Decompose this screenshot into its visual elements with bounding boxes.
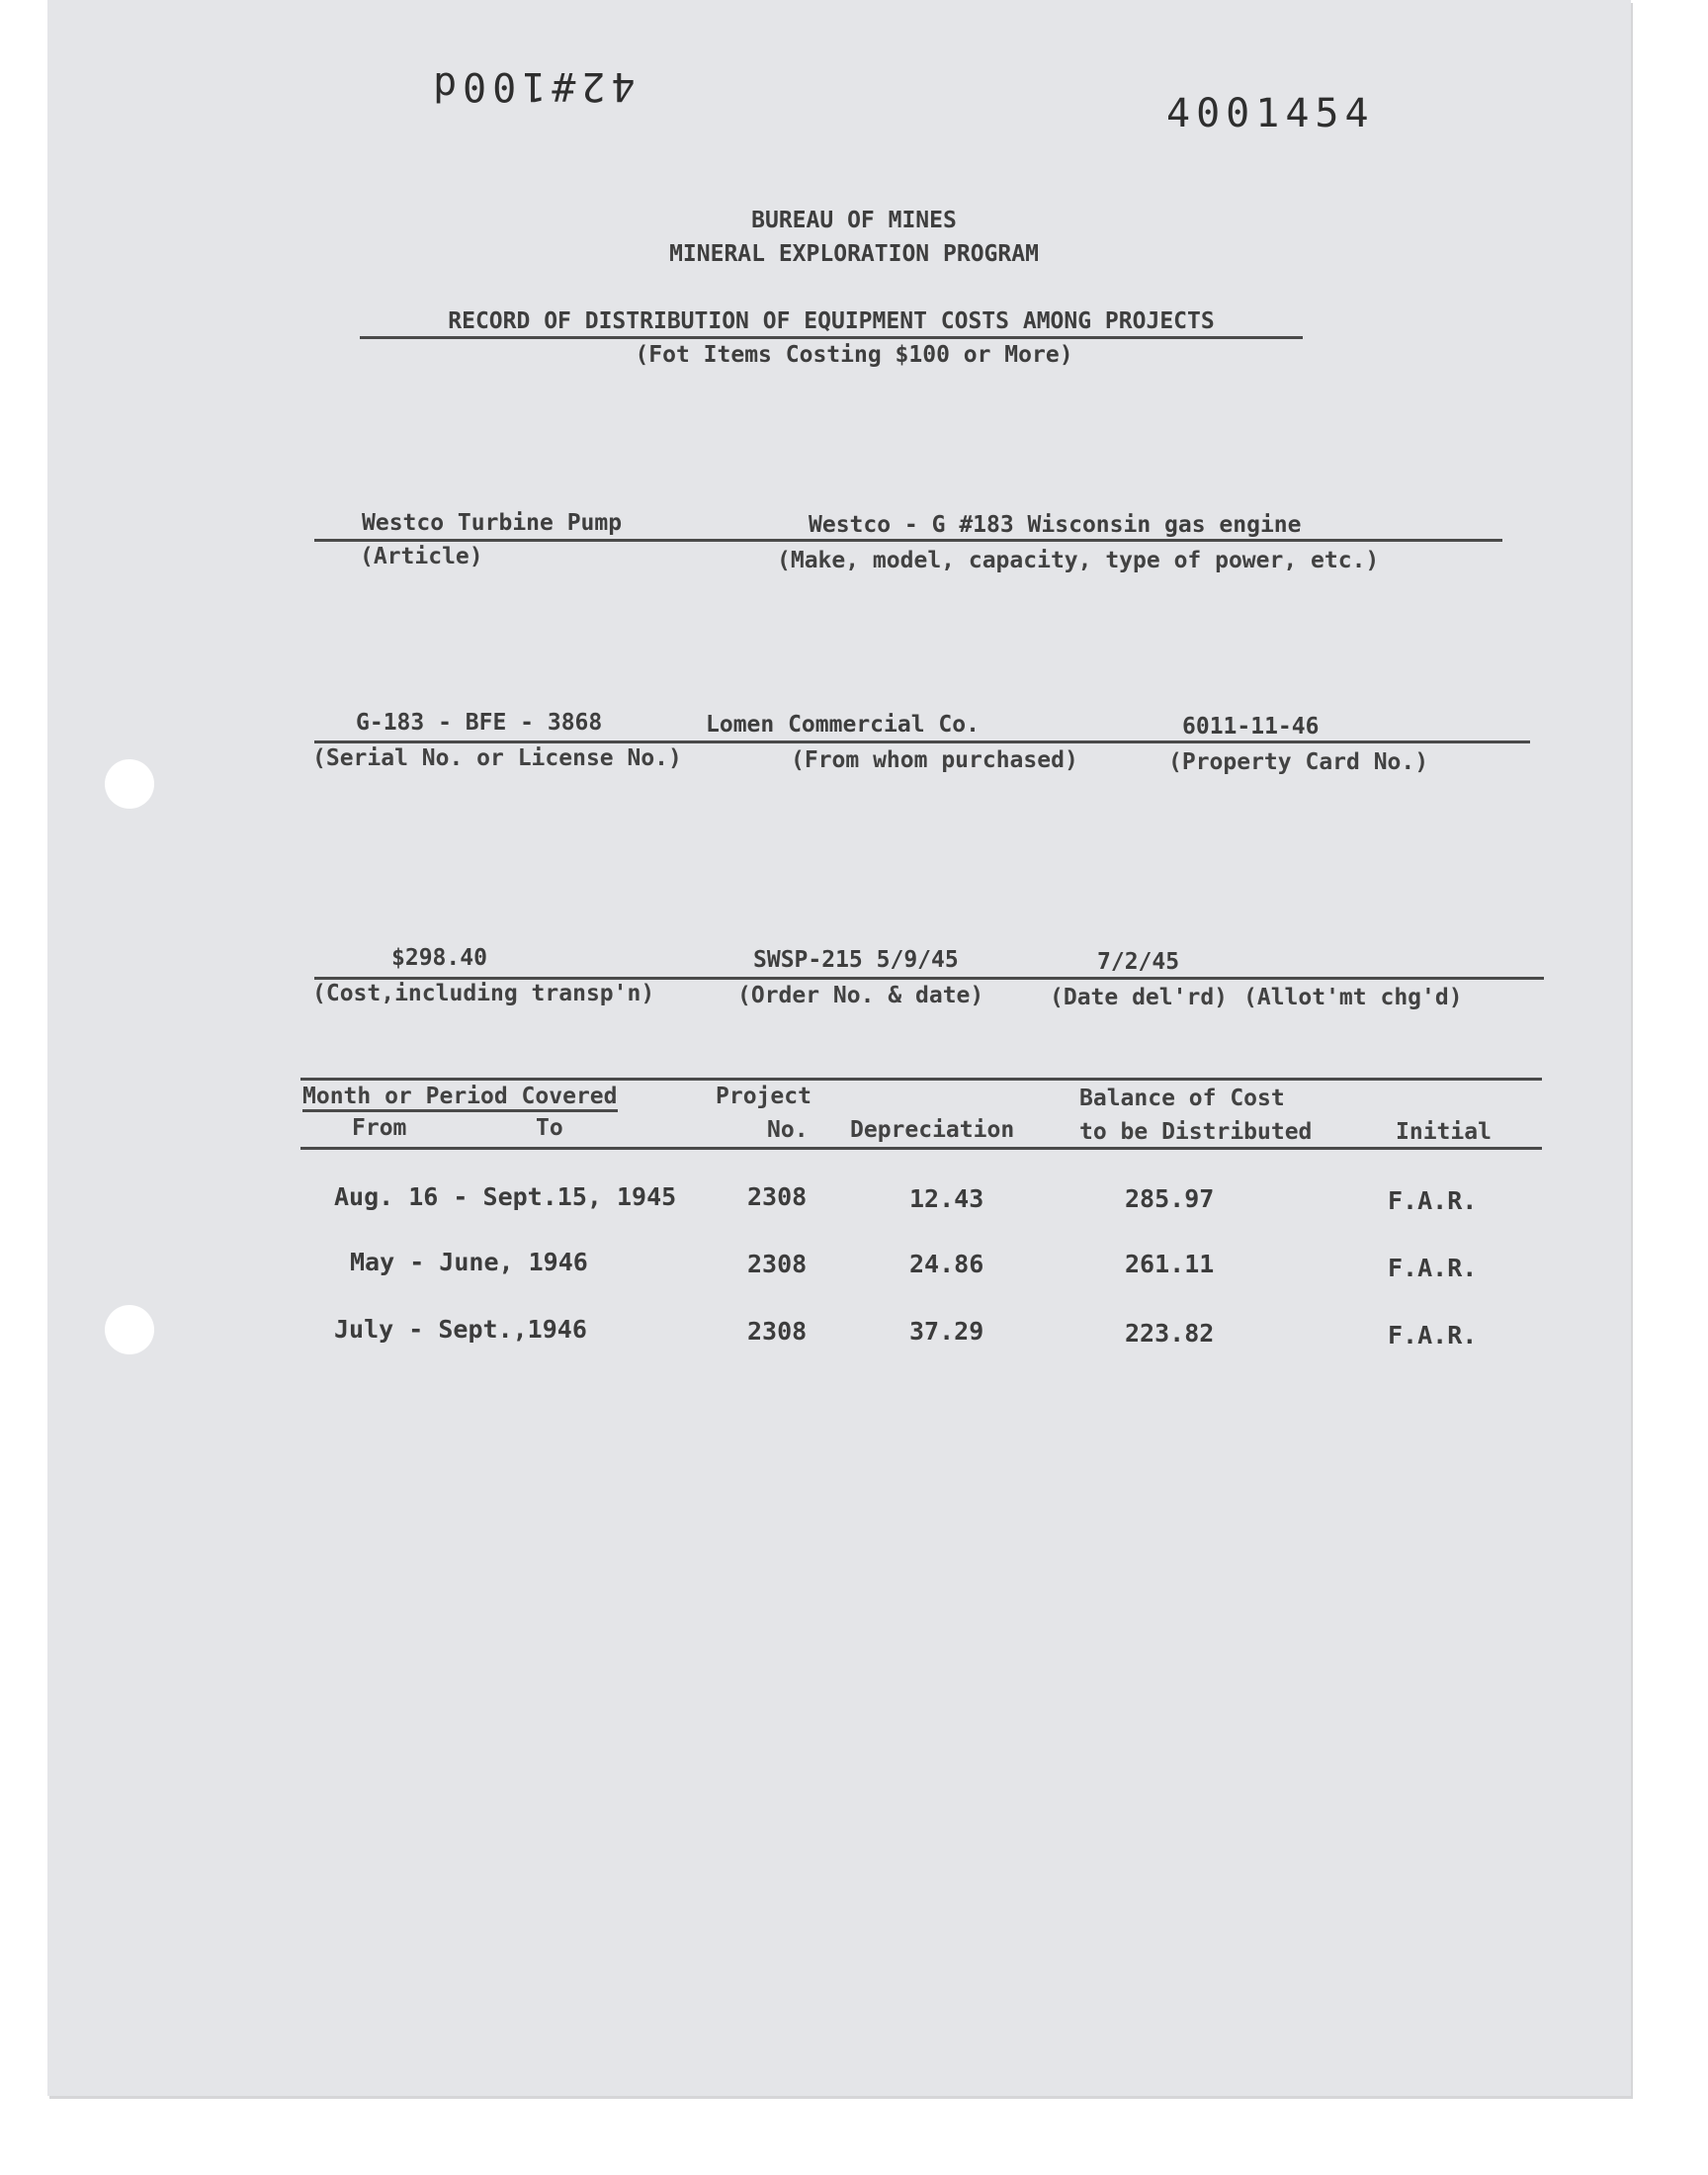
article-rule <box>314 539 1502 542</box>
row-balance: 285.97 <box>1125 1184 1215 1213</box>
row-period: July - Sept.,1946 <box>334 1315 587 1344</box>
row-project: 2308 <box>747 1182 808 1211</box>
table-header-rule <box>300 1147 1542 1150</box>
row-balance: 223.82 <box>1125 1319 1215 1348</box>
document-subtitle: (Fot Items Costing $100 or More) <box>635 342 1073 368</box>
make-value: Westco - G #183 Wisconsin gas engine <box>809 512 1302 538</box>
row-depreciation: 12.43 <box>909 1184 984 1213</box>
row-initial: F.A.R. <box>1388 1186 1478 1215</box>
serial-label: (Serial No. or License No.) <box>312 745 682 771</box>
header-period: Month or Period Covered <box>302 1084 618 1112</box>
table-top-rule <box>300 1078 1542 1081</box>
row-project: 2308 <box>747 1250 808 1278</box>
cost-value: $298.40 <box>391 945 487 971</box>
header-from: From <box>352 1115 407 1141</box>
order-value: SWSP-215 5/9/45 <box>753 947 959 973</box>
header-to: To <box>536 1115 563 1141</box>
vendor-value: Lomen Commercial Co. <box>706 712 980 738</box>
stamp-number: 4001454 <box>1166 91 1375 136</box>
header-project-2: No. <box>767 1117 809 1143</box>
property-value: 6011-11-46 <box>1182 714 1320 740</box>
row-initial: F.A.R. <box>1388 1254 1478 1282</box>
property-label: (Property Card No.) <box>1168 749 1429 775</box>
row-project: 2308 <box>747 1317 808 1346</box>
header-depreciation: Depreciation <box>850 1117 1015 1143</box>
row-depreciation: 37.29 <box>909 1317 984 1346</box>
stamp-number-inverted: 42#100d <box>427 63 636 109</box>
cost-label: (Cost,including transp'n) <box>312 981 655 1006</box>
header-balance-2: to be Distributed <box>1079 1119 1313 1145</box>
header-project-1: Project <box>716 1084 811 1109</box>
row-period: Aug. 16 - Sept.15, 1945 <box>334 1182 677 1211</box>
row-depreciation: 24.86 <box>909 1250 984 1278</box>
delivered-label: (Date del'rd) <box>1050 985 1229 1010</box>
delivered-value: 7/2/45 <box>1097 949 1180 975</box>
purchase-rule <box>314 740 1530 743</box>
document-title: RECORD OF DISTRIBUTION OF EQUIPMENT COSTS AMONG PROJECTS <box>360 308 1303 339</box>
make-label: (Make, model, capacity, type of power, etc.) <box>777 548 1380 573</box>
allotment-label: (Allot'mt chg'd) <box>1243 985 1463 1010</box>
article-value: Westco Turbine Pump <box>362 510 623 536</box>
row-initial: F.A.R. <box>1388 1321 1478 1349</box>
punch-hole-top <box>105 759 154 809</box>
order-label: (Order No. & date) <box>737 983 984 1008</box>
row-period: May - June, 1946 <box>350 1248 588 1276</box>
agency-heading: BUREAU OF MINES <box>751 208 957 233</box>
header-balance-1: Balance of Cost <box>1079 1086 1285 1111</box>
punch-hole-bottom <box>105 1305 154 1354</box>
serial-value: G-183 - BFE - 3868 <box>356 710 603 736</box>
cost-rule <box>314 977 1544 980</box>
header-initial: Initial <box>1396 1119 1492 1145</box>
article-label: (Article) <box>360 544 483 569</box>
program-heading: MINERAL EXPLORATION PROGRAM <box>669 241 1039 267</box>
row-balance: 261.11 <box>1125 1250 1215 1278</box>
vendor-label: (From whom purchased) <box>791 747 1078 773</box>
